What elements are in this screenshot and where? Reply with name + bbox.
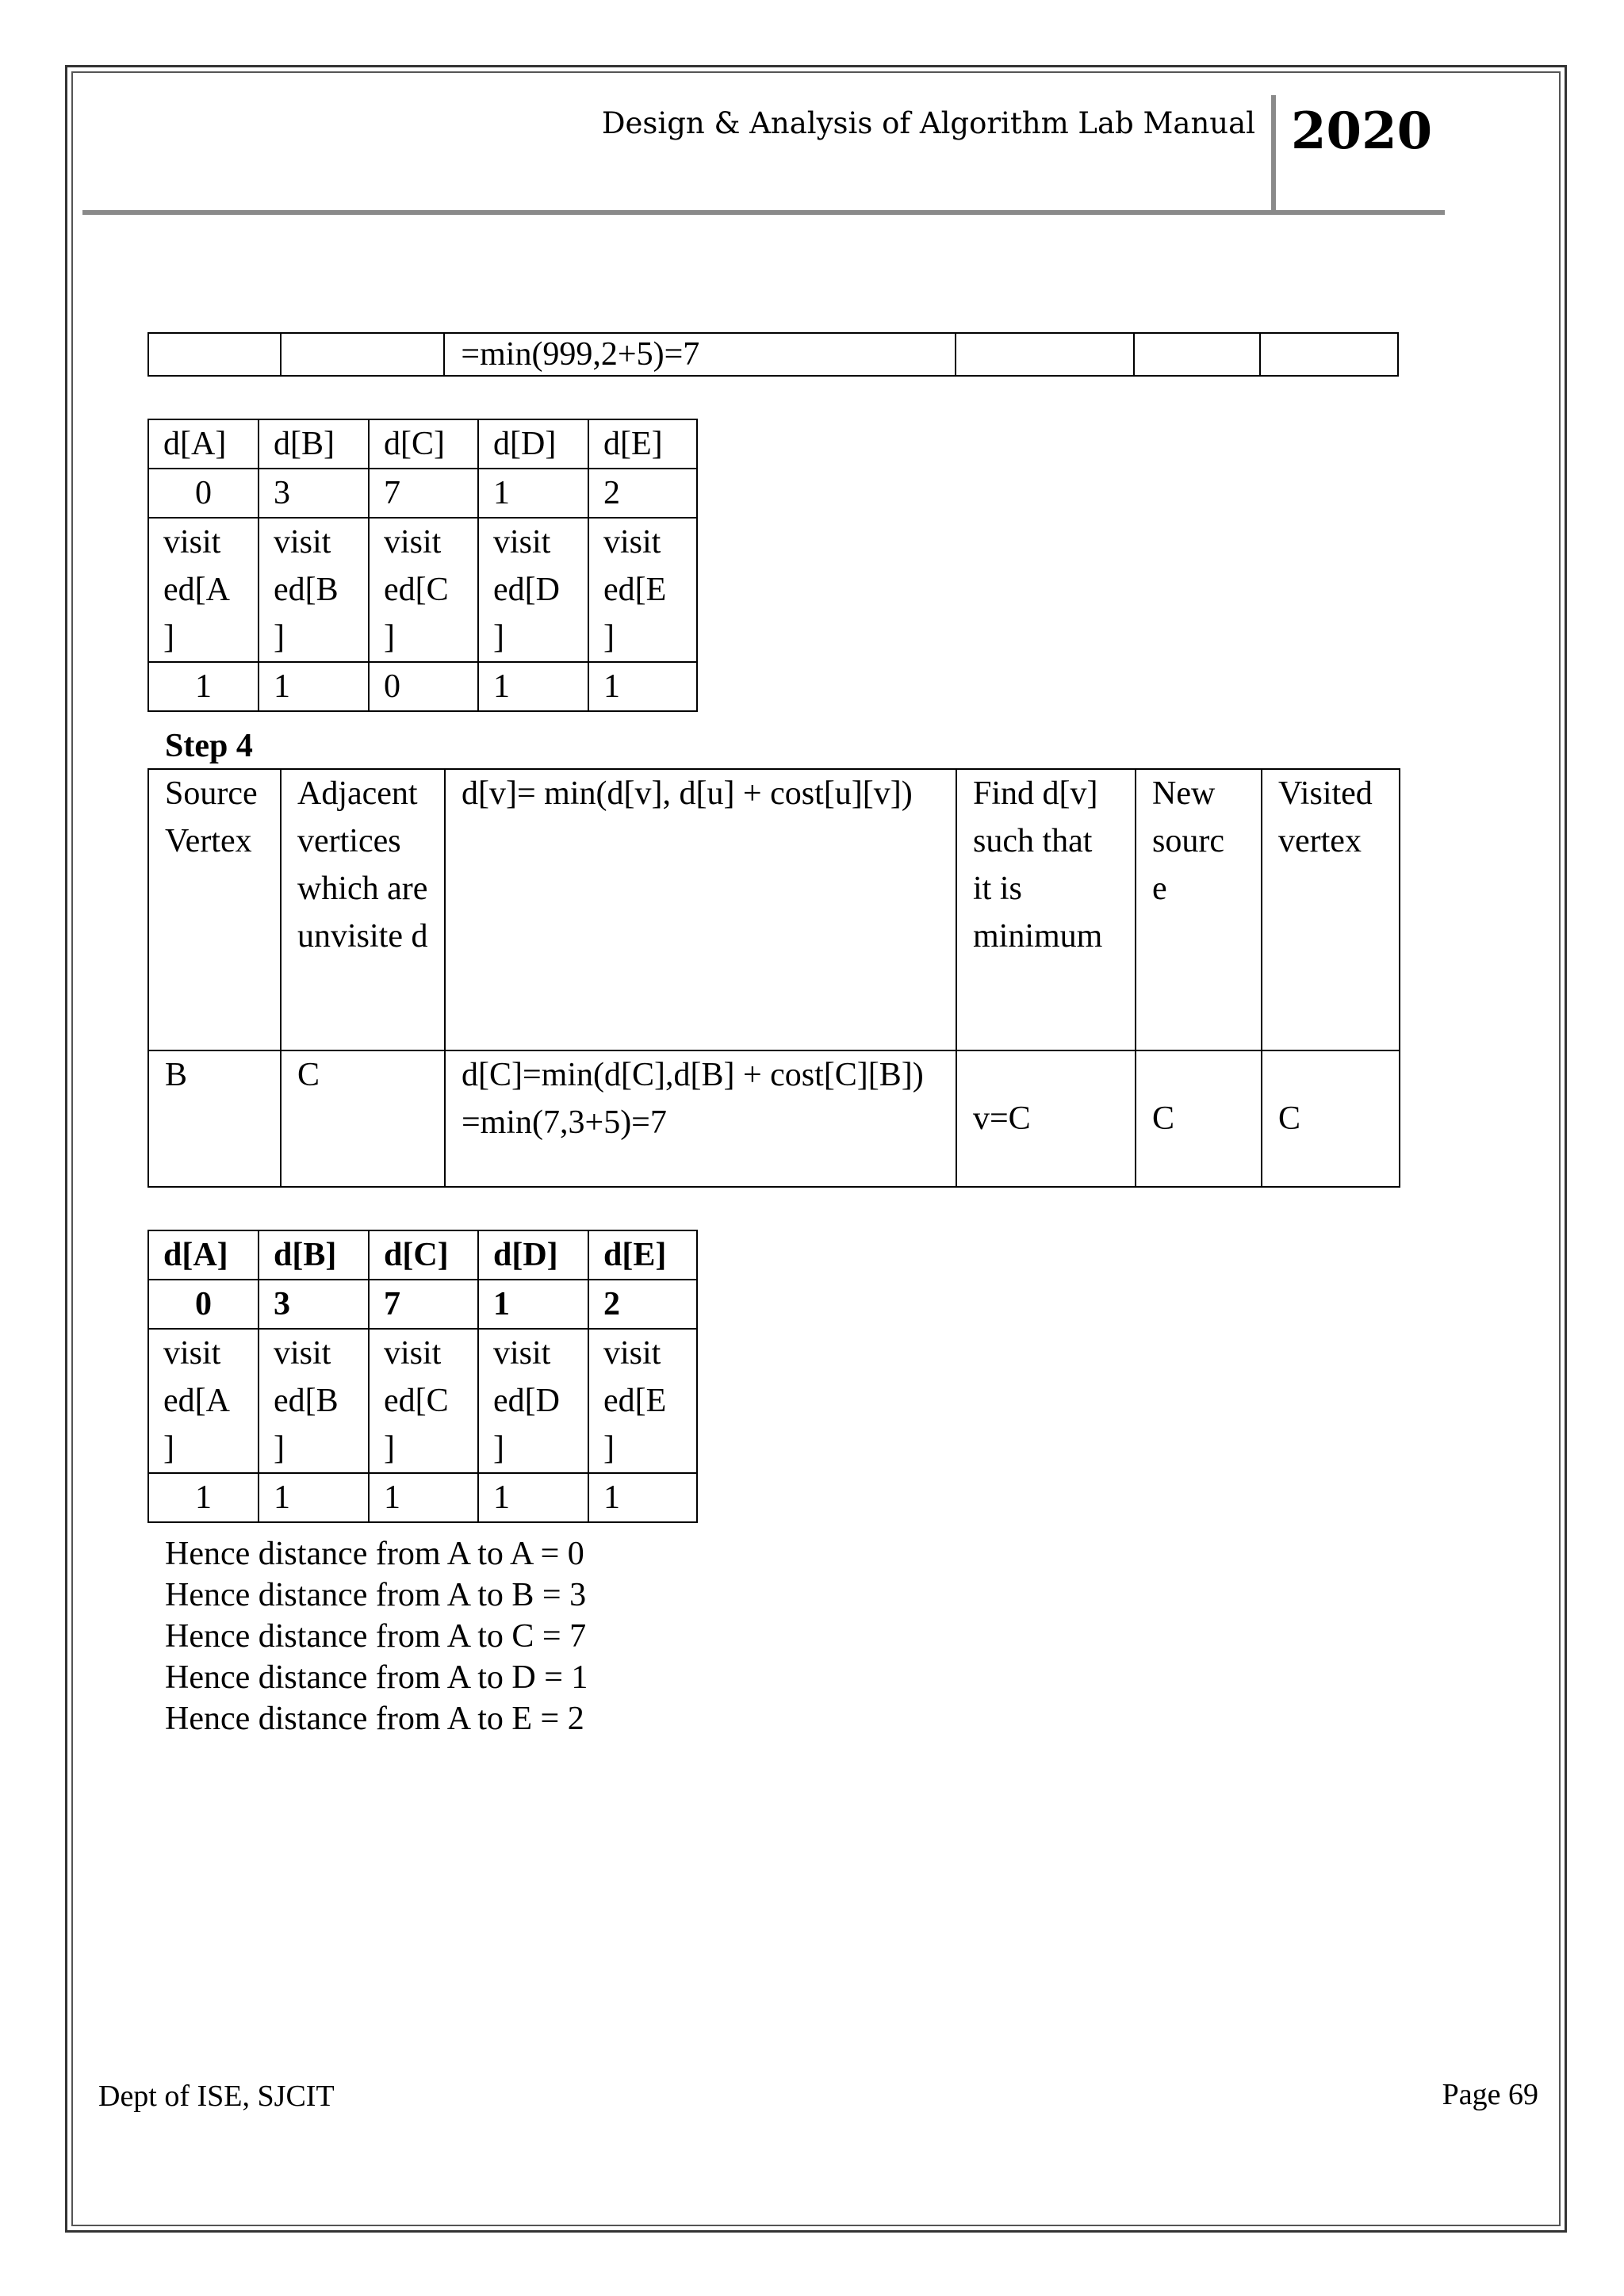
table-row: [148, 1230, 697, 1280]
header-cell: d[B]: [259, 1230, 369, 1280]
header-cell: d[E]: [588, 1230, 697, 1280]
table-row: [148, 662, 697, 711]
new-source-cell: C: [1136, 1050, 1262, 1187]
result-line: Hence distance from A to E = 2: [165, 1701, 584, 1737]
visited-header-cell: visit ed[B ]: [259, 1329, 369, 1473]
distance-table-2: [147, 1230, 698, 1523]
visited-value-cell: 1: [478, 1473, 588, 1522]
visited-value-cell: 1: [148, 1473, 259, 1522]
result-line: Hence distance from A to A = 0: [165, 1536, 584, 1572]
table-row: [148, 1050, 1400, 1187]
header-cell: [445, 769, 956, 1050]
header-cell: d[A]: [148, 1230, 259, 1280]
visited-header-cell: visit ed[A ]: [148, 518, 259, 662]
table-row: [148, 1329, 697, 1473]
header-cell: d[C]: [369, 1230, 478, 1280]
table-cell: [148, 333, 281, 376]
visited-cell: C: [1262, 1050, 1400, 1187]
header-cell: Adjacent vertices which are unvisite d: [281, 769, 445, 1050]
table-row: [148, 469, 697, 518]
distance-table-1: [147, 419, 698, 712]
visited-value-cell: 0: [369, 662, 478, 711]
table-row: [148, 333, 1398, 376]
table-row: [148, 1473, 697, 1522]
header-title: Design & Analysis of Algorithm Lab Manual: [601, 106, 1255, 140]
adjacent-cell: C: [281, 1050, 445, 1187]
visited-header-cell: visit ed[E ]: [588, 1329, 697, 1473]
step-label: Step 4: [165, 728, 253, 764]
result-line: Hence distance from A to D = 1: [165, 1659, 588, 1696]
header-cell: Source Vertex: [148, 769, 281, 1050]
visited-header-cell: visit ed[D ]: [478, 1329, 588, 1473]
visited-header-cell: visit ed[D ]: [478, 518, 588, 662]
footer-department: Dept of ISE, SJCIT: [98, 2080, 335, 2113]
header-cell: New sourc e: [1136, 769, 1262, 1050]
result-line: Hence distance from A to B = 3: [165, 1577, 587, 1613]
header-cell: d[C]: [369, 419, 478, 469]
value-cell: 7: [369, 1280, 478, 1329]
value-cell: 2: [588, 1280, 697, 1329]
value-cell: 1: [478, 469, 588, 518]
find-header: Find d[v] such that it is minimum: [973, 775, 1103, 955]
formula-line-2: =min(7,3+5)=7: [462, 1104, 667, 1141]
value-cell: 3: [259, 469, 369, 518]
visited-value-cell: 1: [478, 662, 588, 711]
step-table: [147, 768, 1400, 1188]
source-cell: B: [148, 1050, 281, 1187]
header-cell: [956, 769, 1136, 1050]
header-year: 2020: [1291, 101, 1433, 161]
table-row: [148, 518, 697, 662]
result-line: Hence distance from A to C = 7: [165, 1618, 587, 1655]
table-row: [148, 1280, 697, 1329]
visited-header-cell: visit ed[A ]: [148, 1329, 259, 1473]
visited-value-cell: 1: [259, 1473, 369, 1522]
header-cell: Visited vertex: [1262, 769, 1400, 1050]
visited-header-cell: visit ed[B ]: [259, 518, 369, 662]
header-cell: d[E]: [588, 419, 697, 469]
visited-value-cell: 1: [588, 1473, 697, 1522]
header-cell: d[A]: [148, 419, 259, 469]
header-divider: [1271, 95, 1276, 214]
visited-value-cell: 1: [369, 1473, 478, 1522]
visited-value-cell: 1: [588, 662, 697, 711]
header-cell: d[B]: [259, 419, 369, 469]
visited-header-cell: visit ed[C ]: [369, 518, 478, 662]
table-cell: [281, 333, 445, 376]
table-cell: =min(999,2+5)=7: [444, 333, 955, 376]
table-cell: [956, 333, 1135, 376]
footer-page-number: Page 69: [1442, 2078, 1538, 2111]
find-cell: v=C: [956, 1050, 1136, 1187]
formula-header: d[v]= min(d[v], d[u] + cost[u][v]): [462, 775, 913, 812]
table-cell: [1134, 333, 1260, 376]
formula-cell: [445, 1050, 956, 1187]
visited-value-cell: 1: [148, 662, 259, 711]
value-cell: 1: [478, 1280, 588, 1329]
continuation-table: [147, 332, 1399, 377]
table-cell: [1260, 333, 1398, 376]
visited-value-cell: 1: [259, 662, 369, 711]
visited-header-cell: visit ed[E ]: [588, 518, 697, 662]
table-row: [148, 419, 697, 469]
value-cell: 2: [588, 469, 697, 518]
table-row: [148, 769, 1400, 1050]
formula-line-1: d[C]=min(d[C],d[B] + cost[C][B]): [462, 1057, 924, 1093]
value-cell: 3: [259, 1280, 369, 1329]
value-cell: 7: [369, 469, 478, 518]
header-cell: d[D]: [478, 419, 588, 469]
header-cell: d[D]: [478, 1230, 588, 1280]
header-rule: [82, 210, 1445, 215]
visited-header-cell: visit ed[C ]: [369, 1329, 478, 1473]
value-cell: 0: [148, 469, 259, 518]
value-cell: 0: [148, 1280, 259, 1329]
